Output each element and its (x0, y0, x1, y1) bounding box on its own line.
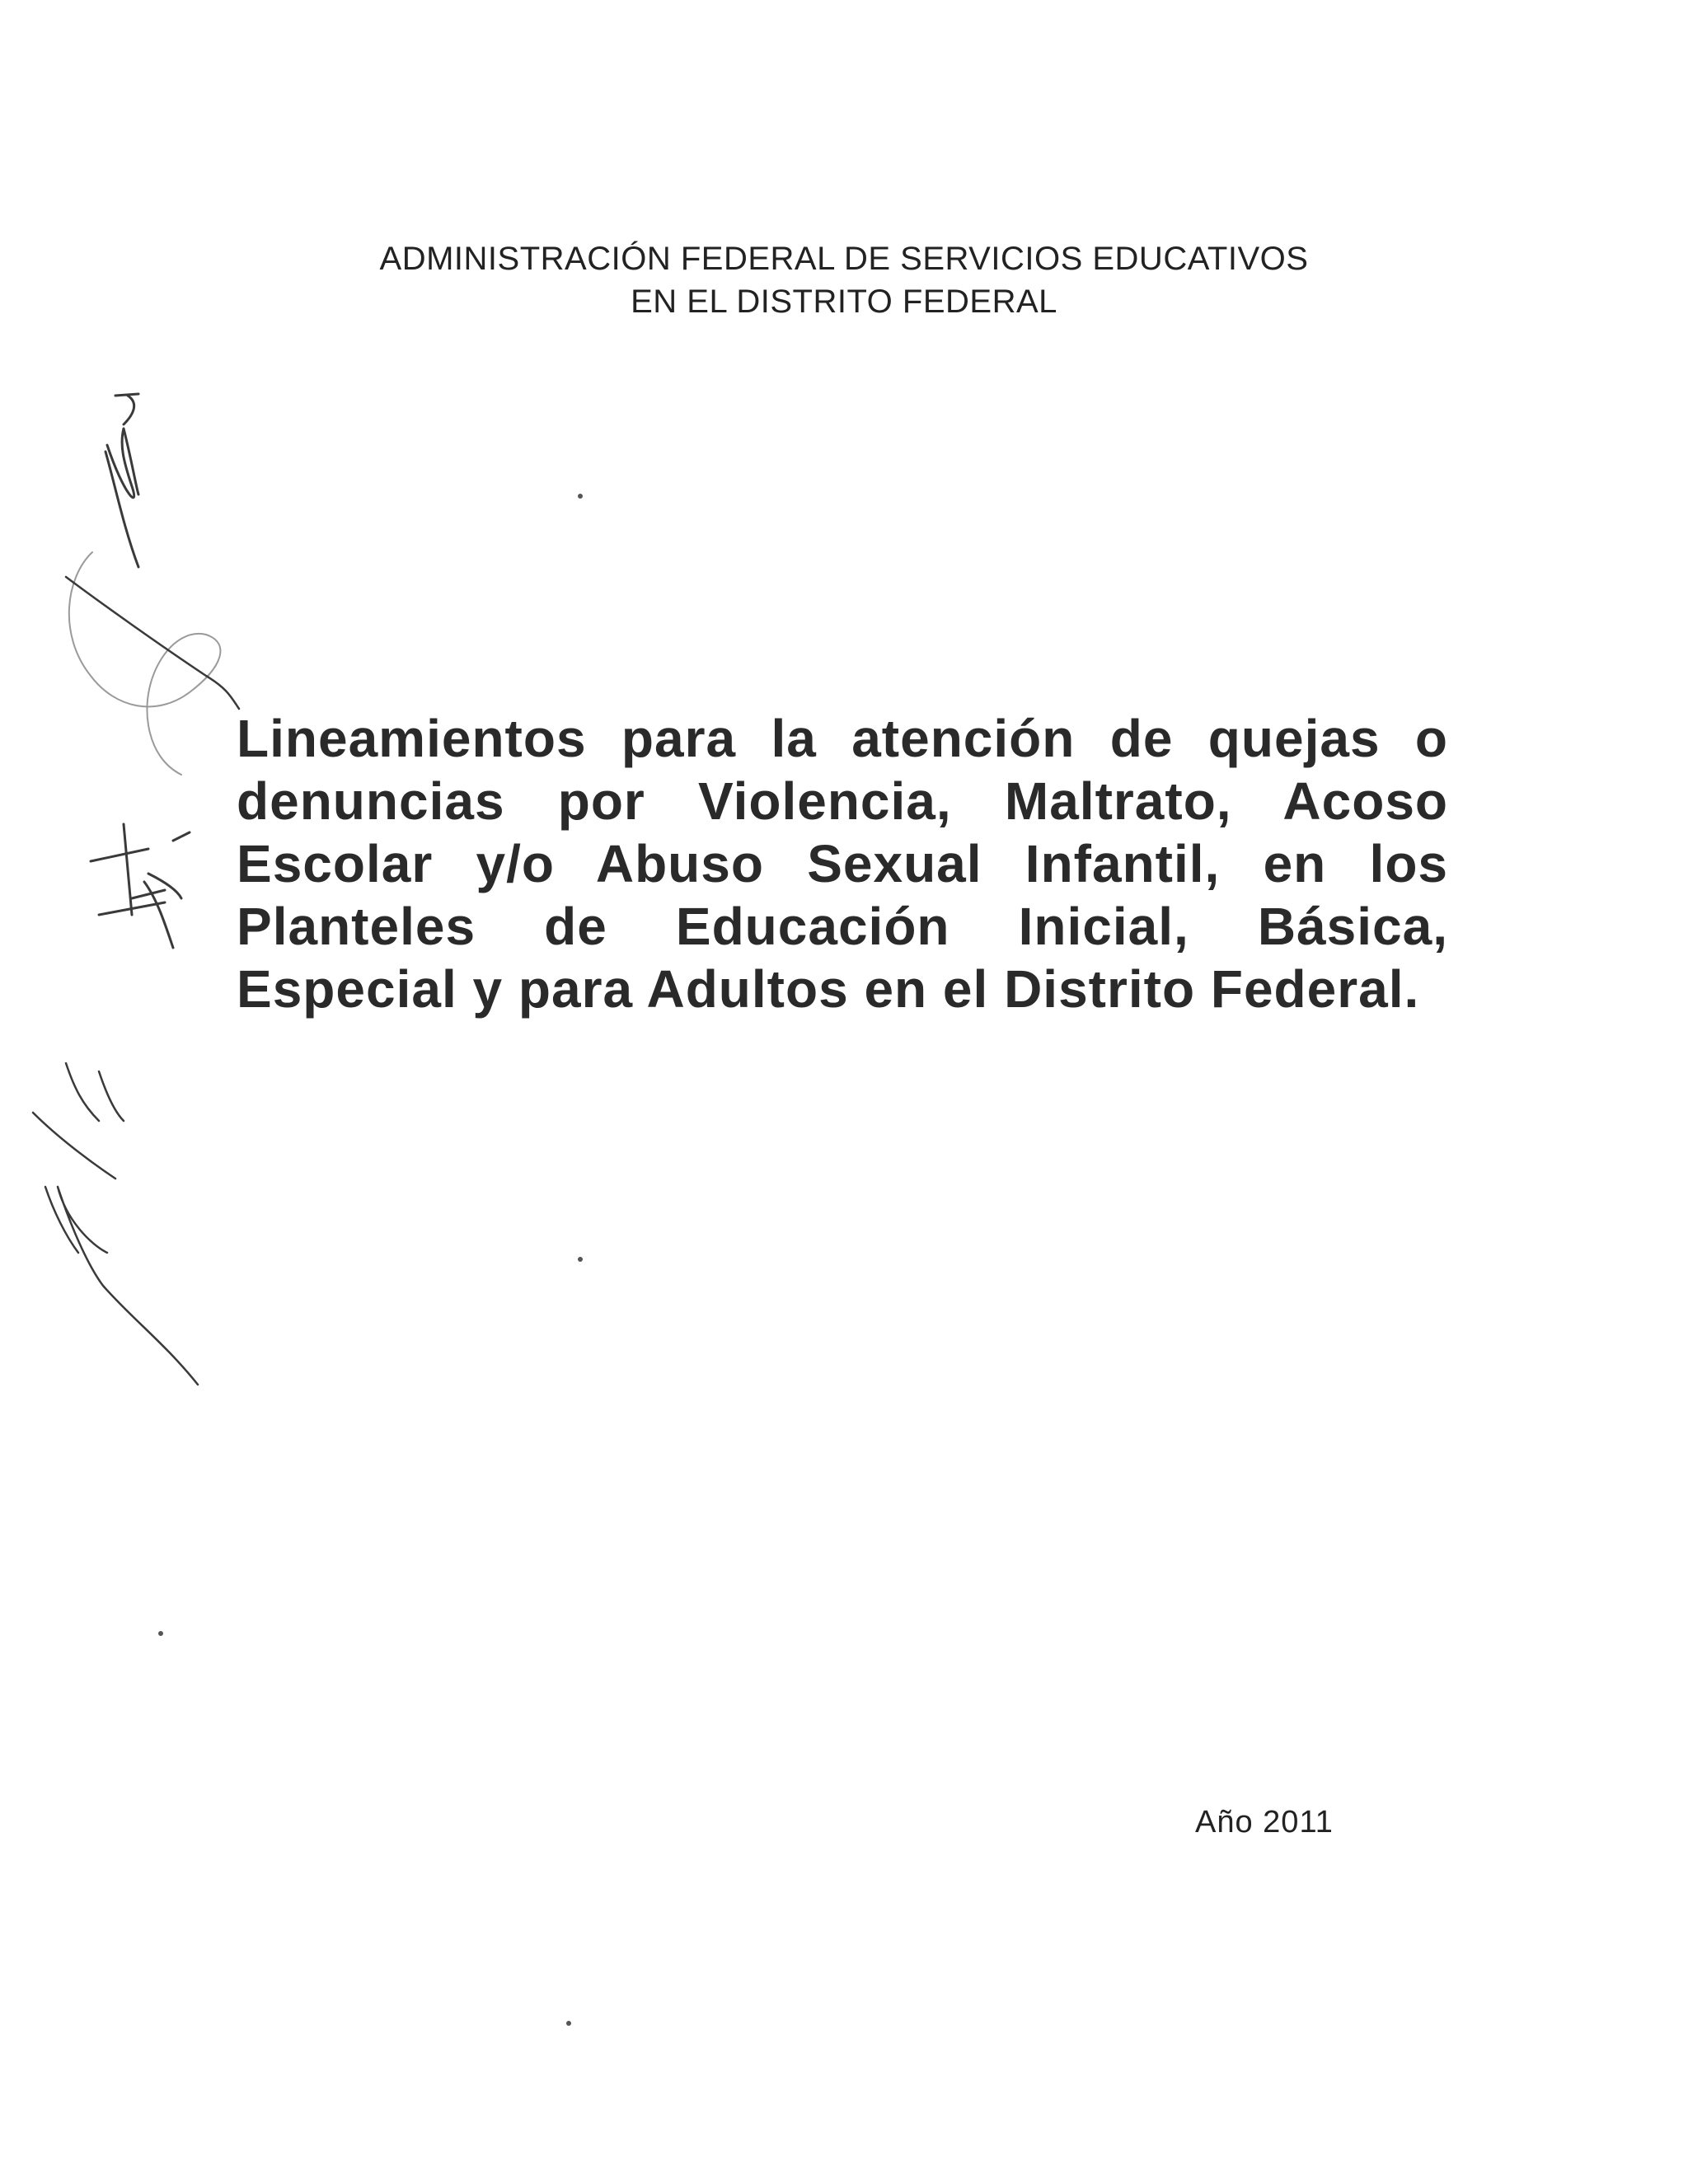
signature-initials-top (106, 394, 138, 567)
document-title: Lineamientos para la atención de quejas o denuncias por Violencia, Maltrato, Acoso Escolar y/o Abuso Sexual Infantil, en los Planteles de Educación Inicial, Básica, Especial y para Adultos en el Distrito Federal. (237, 709, 1448, 1019)
year-label: Año 2011 (1195, 1805, 1334, 1840)
header-line-2: EN EL DISTRITO FEDERAL (631, 284, 1057, 320)
page-header (0, 237, 1688, 323)
header-line-1: ADMINISTRACIÓN FEDERAL DE SERVICIOS EDUCATIVOS (379, 241, 1309, 277)
signature-initials-middle (91, 824, 190, 948)
signature-lower (33, 1063, 198, 1385)
signature-loop (69, 552, 221, 775)
